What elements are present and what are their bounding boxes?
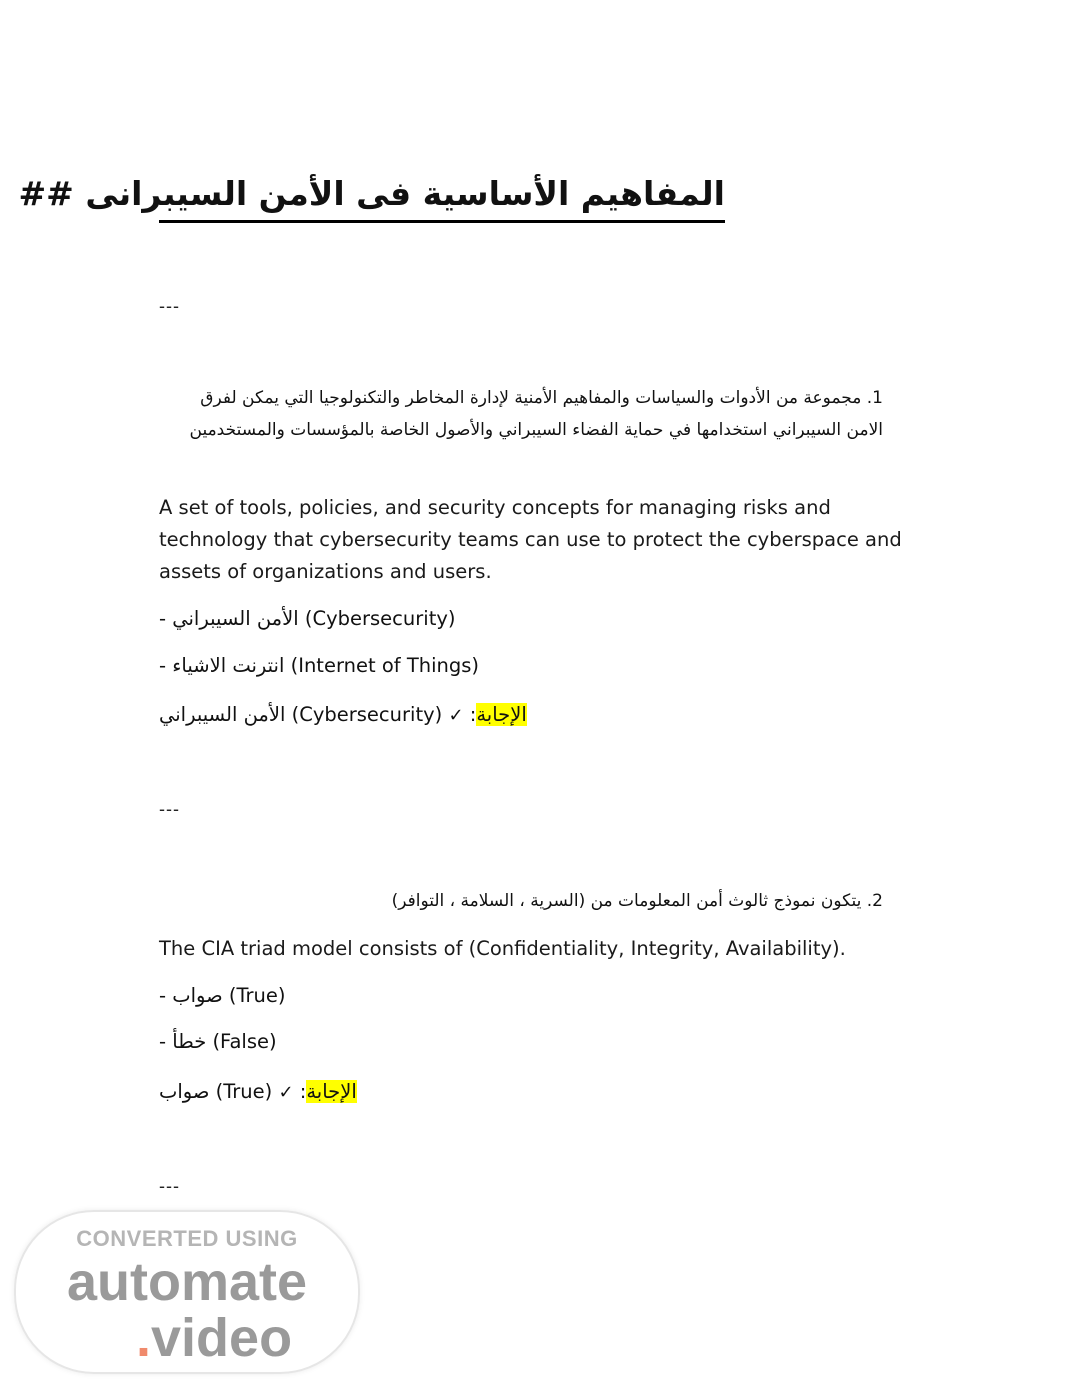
watermark-brand-suffix: .video: [136, 1308, 293, 1368]
question-text: يتكون نموذج ثالوث أمن المعلومات من (السرية ، السلامة ، التوافر): [391, 891, 862, 911]
question-1-english: A set of tools, policies, and security concepts for managing risks and technology that cybersecurity teams can use to protect the cyberspace and assets of organizations and users.: [159, 496, 902, 583]
option-item: - صواب (True): [159, 984, 286, 1007]
separator: ---: [159, 1176, 180, 1196]
answer-line: الأمن السيبراني (Cybersecurity) ✓ :الإجابة: [159, 703, 527, 726]
answer-label: الإجابة: [476, 703, 527, 726]
watermark-caption: CONVERTED USING: [76, 1226, 298, 1251]
answer-line: صواب (True) ✓ :الإجابة: [159, 1080, 357, 1103]
question-text: مجموعة من الأدوات والسياسات والمفاهيم الأمنية لإدارة المخاطر والتكنولوجيا التي يمكن لفرق الامن السيبراني استخدامها في حماية الفضاء السيبراني والأصول الخاصة بالمؤسسات والمستخدمين: [189, 388, 883, 440]
page-title: المفاهيم الأساسية فى الأمن السيبرانى ##: [159, 168, 725, 223]
question-1-arabic: [159, 382, 883, 446]
separator: ---: [159, 296, 180, 316]
answer-value: صواب (True): [159, 1080, 273, 1103]
option-item: - انترنت الاشياء (Internet of Things): [159, 654, 480, 677]
check-icon: ✓: [278, 1082, 294, 1103]
question-number: 1.: [866, 388, 883, 408]
answer-value: الأمن السيبراني (Cybersecurity): [159, 703, 443, 726]
answer-label: الإجابة: [306, 1080, 357, 1103]
question-2-english: The CIA triad model consists of (Confidentiality, Integrity, Availability).: [159, 937, 846, 960]
separator: ---: [159, 799, 180, 819]
watermark-brand: automate: [66, 1252, 308, 1312]
option-item: - خطأ (False): [159, 1030, 277, 1053]
converter-watermark: [14, 1210, 360, 1374]
question-number: 2.: [866, 891, 883, 911]
option-item: - الأمن السيبراني (Cybersecurity): [159, 607, 456, 630]
check-icon: ✓: [448, 705, 464, 726]
question-2-arabic: [159, 885, 883, 917]
